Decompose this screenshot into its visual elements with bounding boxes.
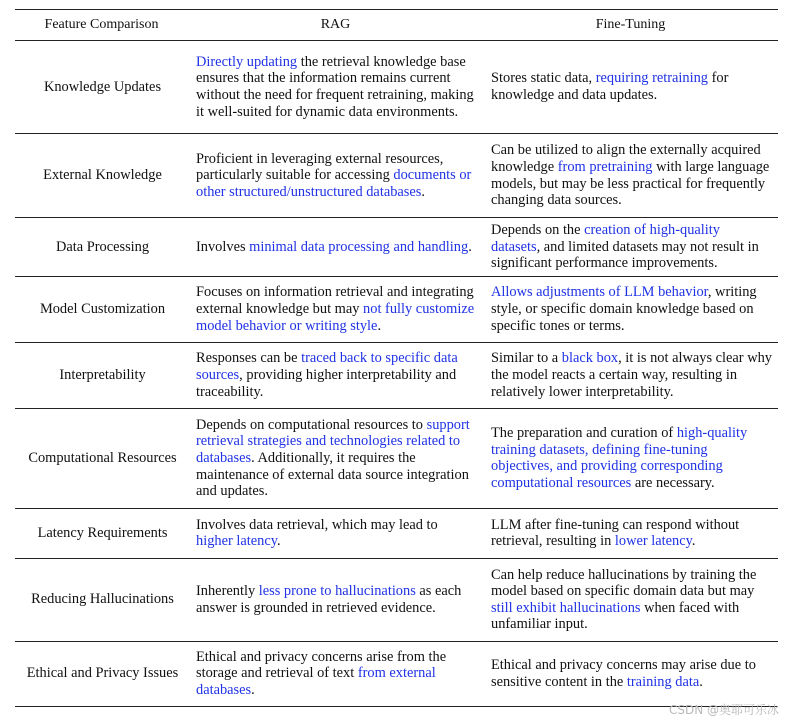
header-row (15, 10, 778, 41)
fine-tuning-cell (483, 558, 778, 641)
highlighted-text: from external databases (196, 665, 436, 699)
rag-cell (188, 508, 483, 558)
highlighted-text: Allows adjustments of LLM behavior (491, 284, 708, 301)
cell-text: Ethical and privacy concerns may arise due to sensitive content in the (491, 657, 756, 690)
header-rag: RAG (188, 10, 483, 41)
highlighted-text: minimal data processing and handling (249, 238, 469, 255)
cell-text: . (276, 533, 281, 550)
cell-text: . (468, 238, 472, 255)
cell-text: , providing higher interpretability and traceability. (196, 366, 457, 400)
highlighted-text: creation of high-quality datasets (491, 222, 720, 255)
cell-text: for knowledge and data updates. (491, 70, 729, 103)
highlighted-text: traced back to specific data sources (196, 350, 458, 383)
fine-tuning-cell (483, 134, 778, 218)
rag-cell (188, 558, 483, 641)
feature-cell: Latency Requirements (15, 508, 188, 558)
cell-text: the retrieval knowledge base ensures that the information remains current without the need for frequent retraining, making it well-suited for dynamic data environments. (196, 53, 474, 120)
highlighted-text: support retrieval strategies and technologies related to databases (196, 416, 470, 466)
feature-cell: Reducing Hallucinations (15, 558, 188, 641)
cell-text: Can help reduce hallucinations by training the model based on specific domain data but may (491, 566, 757, 600)
cell-text: are necessary. (631, 474, 715, 491)
highlighted-text: still exhibit hallucinations (491, 599, 641, 616)
cell-text: Depends on computational resources to (196, 416, 427, 433)
highlighted-text: requiring retraining (595, 70, 709, 87)
cell-text: Can be utilized to align the externally acquired knowledge (491, 142, 761, 175)
highlighted-text: not fully customize model behavior or writing style (196, 300, 475, 334)
feature-cell: External Knowledge (15, 134, 188, 218)
highlighted-text: training data (626, 673, 700, 690)
cell-text: Proficient in leveraging external resources, particularly suitable for accessing (196, 150, 444, 184)
feature-cell: Knowledge Updates (15, 41, 188, 134)
fine-tuning-cell (483, 508, 778, 558)
rag-cell (188, 41, 483, 134)
table-row (15, 508, 778, 558)
cell-text: as each answer is grounded in retrieved evidence. (196, 583, 462, 616)
rag-cell (188, 641, 483, 706)
cell-text: , writing style, or specific domain knowledge based on specific tones or terms. (491, 284, 757, 334)
comparison-table (15, 9, 778, 707)
feature-cell: Model Customization (15, 276, 188, 342)
feature-cell: Interpretability (15, 342, 188, 408)
highlighted-text: Directly updating (196, 53, 298, 70)
cell-text: , and limited datasets may not result in significant performance improvements. (491, 238, 759, 272)
feature-cell: Data Processing (15, 218, 188, 277)
table-row (15, 641, 778, 706)
cell-text: The preparation and curation of (491, 425, 677, 442)
feature-cell: Ethical and Privacy Issues (15, 641, 188, 706)
watermark: CSDN @奥耶可乐冰 (668, 703, 779, 717)
fine-tuning-cell (483, 408, 778, 508)
cell-text: Inherently (196, 583, 259, 600)
fine-tuning-cell (483, 342, 778, 408)
cell-text: , it is not always clear why the model reacts a certain way, resulting in relatively lower interpretability. (491, 350, 772, 400)
table-row (15, 134, 778, 218)
table-row (15, 408, 778, 508)
rag-cell (188, 342, 483, 408)
cell-text: . (691, 533, 696, 550)
rag-cell (188, 276, 483, 342)
cell-text: Involves (196, 238, 250, 255)
highlighted-text: high-quality training datasets, defining fine-tuning objectives, and providing corresponding computational resources (491, 425, 748, 491)
rag-cell (188, 218, 483, 277)
highlighted-text: higher latency (196, 533, 277, 550)
cell-text: Responses can be (196, 350, 302, 367)
highlighted-text: lower latency (614, 533, 692, 550)
highlighted-text: documents or other structured/unstructured databases (196, 167, 472, 200)
cell-text: Ethical and privacy concerns arise from the storage and retrieval of text (196, 648, 447, 682)
cell-text: . (251, 682, 255, 699)
table-body (15, 41, 778, 707)
cell-text: Involves data retrieval, which may lead to (196, 516, 438, 533)
table-header (15, 10, 778, 41)
cell-text: . (421, 183, 425, 200)
table-row (15, 41, 778, 134)
rag-cell (188, 134, 483, 218)
fine-tuning-cell (483, 276, 778, 342)
cell-text: . Additionally, it requires the maintenance of external data source integration and updates. (196, 449, 469, 500)
fine-tuning-cell (483, 41, 778, 134)
cell-text: Focuses on information retrieval and integrating external knowledge but may (196, 284, 474, 317)
table-row (15, 558, 778, 641)
cell-text: Similar to a (491, 350, 562, 367)
table-row (15, 218, 778, 277)
cell-text: Depends on the (491, 222, 585, 238)
highlighted-text: less prone to hallucinations (258, 583, 416, 600)
table-row (15, 276, 778, 342)
highlighted-text: from pretraining (557, 158, 653, 175)
cell-text: . (377, 317, 382, 334)
cell-text: Stores static data, (491, 70, 596, 87)
header-feature: Feature Comparison (15, 10, 188, 41)
fine-tuning-cell (483, 218, 778, 277)
feature-cell: Computational Resources (15, 408, 188, 508)
cell-text: when faced with unfamiliar input. (491, 599, 740, 633)
cell-text: with large language models, but may be less practical for frequently changing data sources. (491, 158, 770, 209)
cell-text: . (699, 673, 703, 690)
table-row (15, 342, 778, 408)
header-fine-tuning: Fine-Tuning (483, 10, 778, 41)
highlighted-text: black box (561, 350, 619, 367)
fine-tuning-cell (483, 641, 778, 706)
rag-cell (188, 408, 483, 508)
cell-text: LLM after fine-tuning can respond without retrieval, resulting in (491, 516, 740, 550)
